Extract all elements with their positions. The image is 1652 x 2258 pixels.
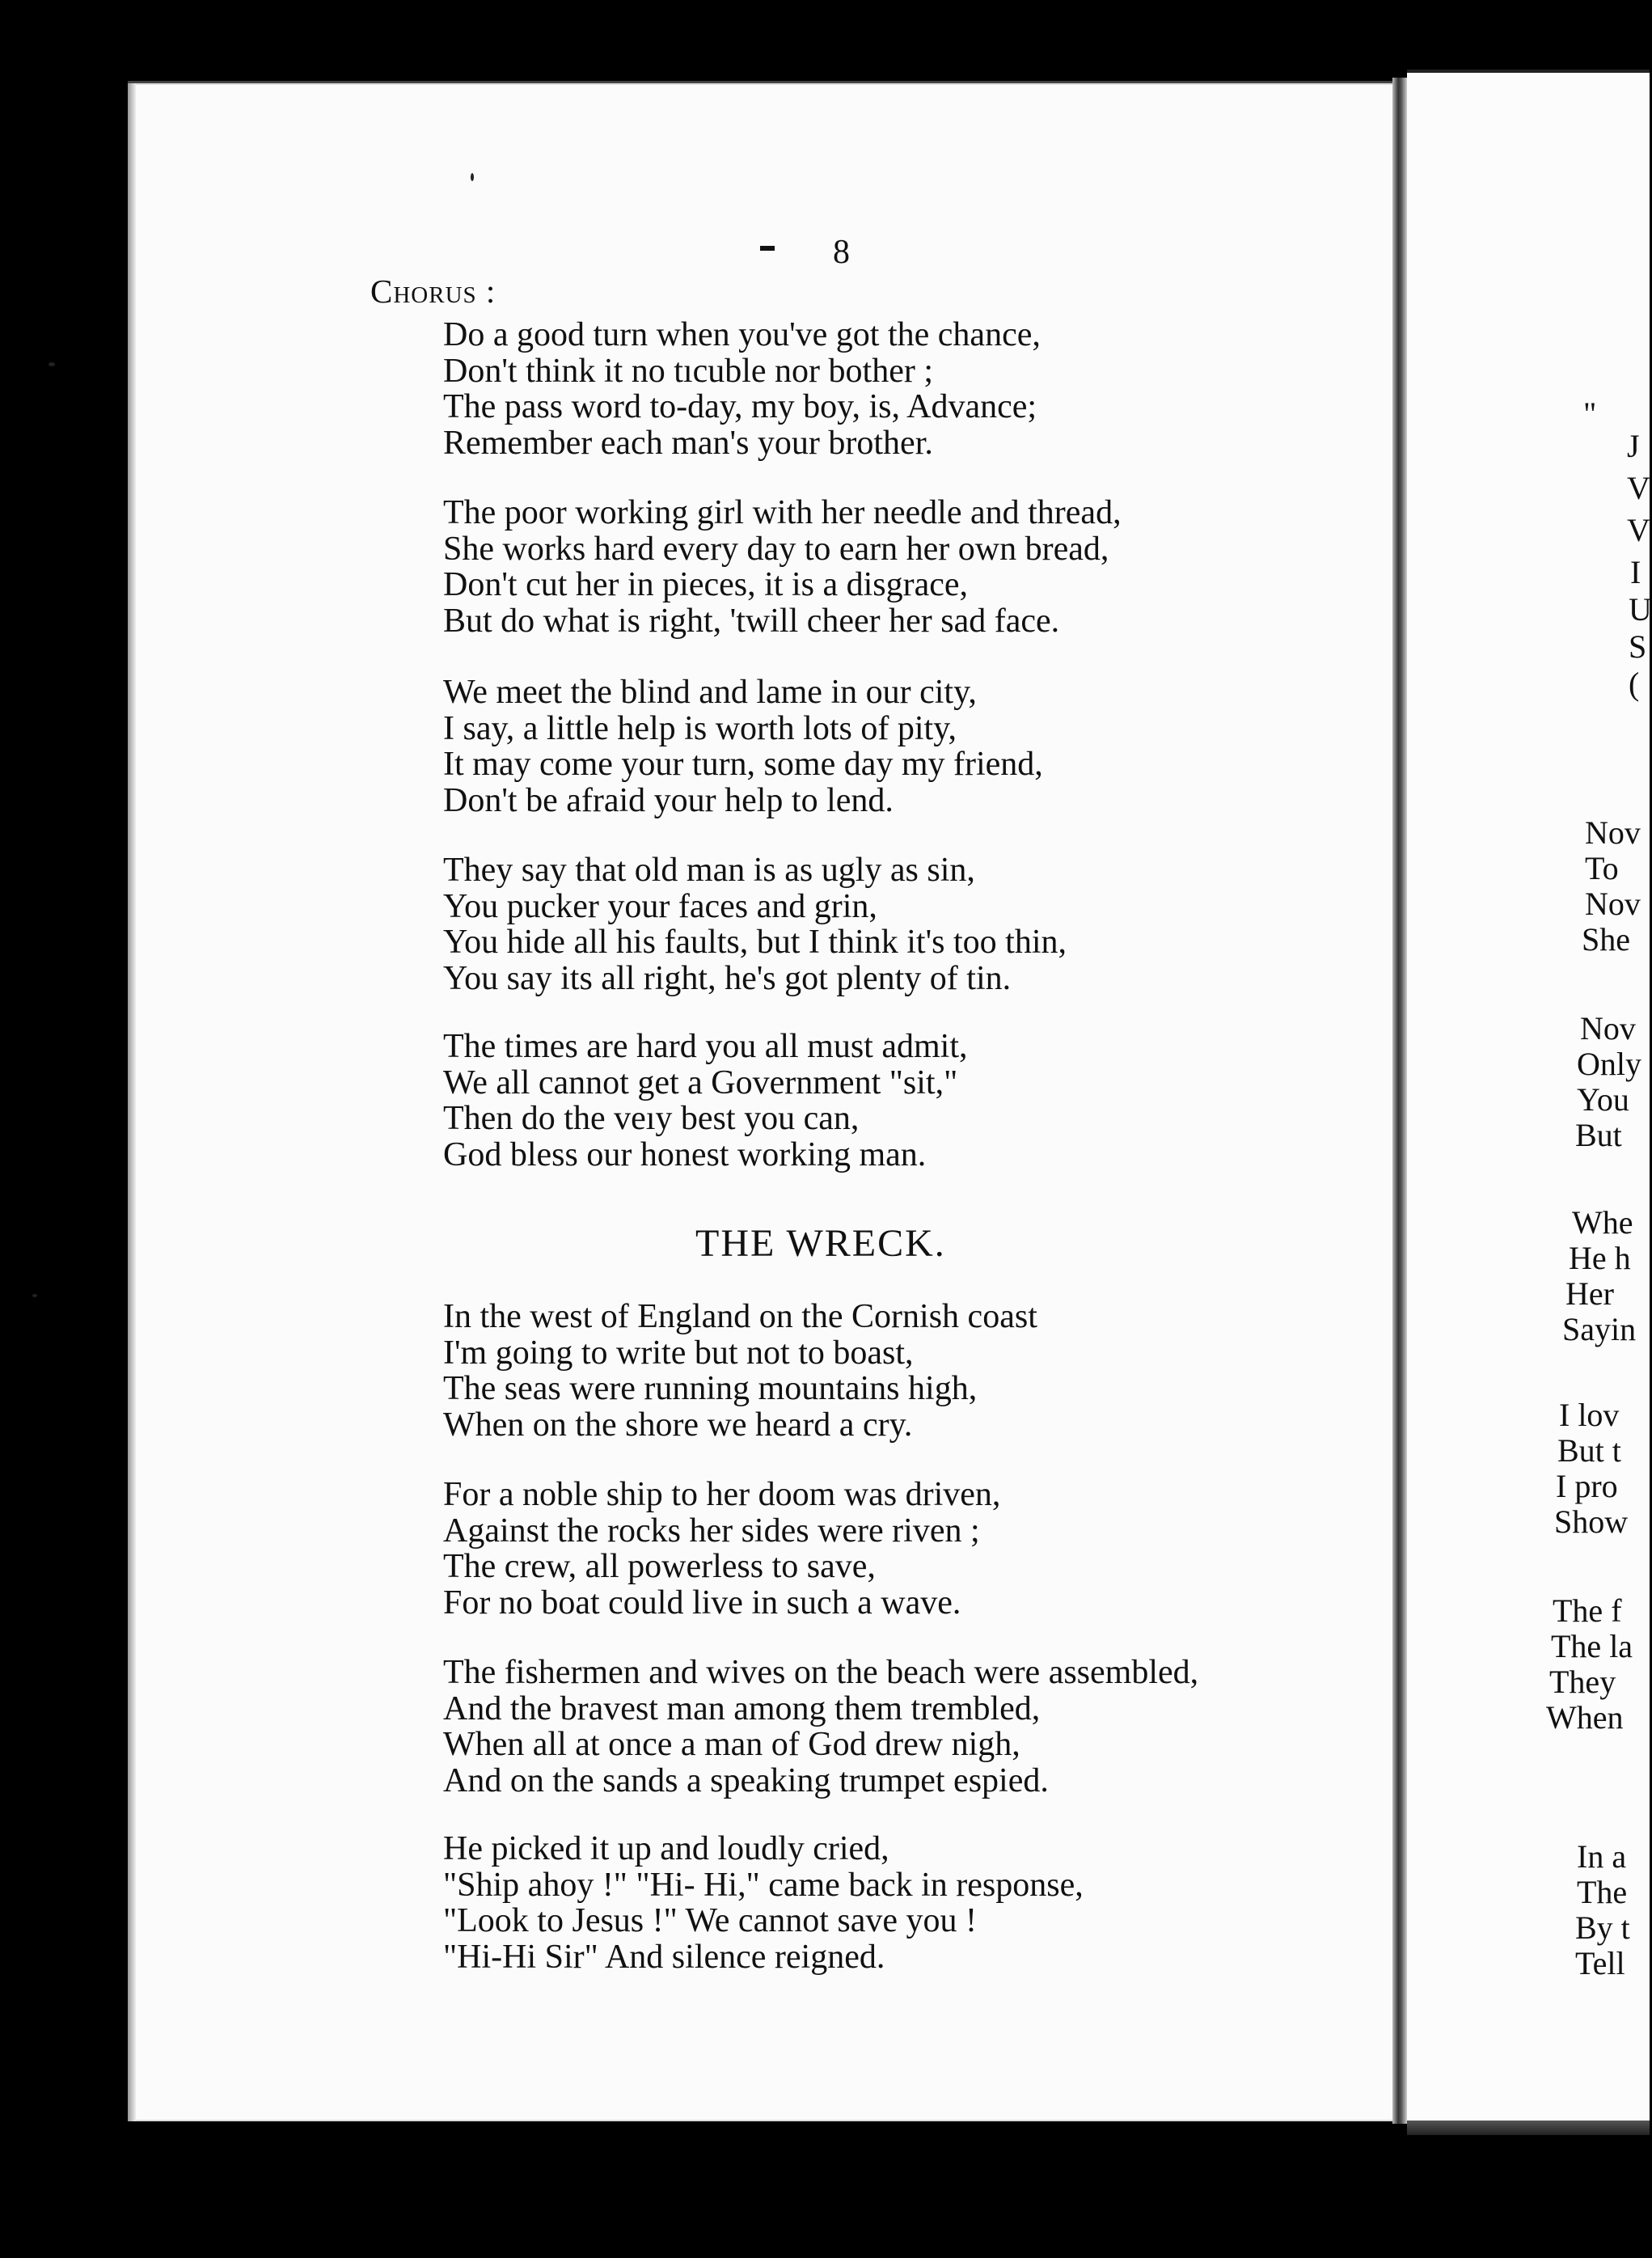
- right-page-fragment: S: [1629, 628, 1647, 665]
- verse-line: In the west of England on the Cornish coast: [443, 1298, 1037, 1335]
- right-page-fragment: The f: [1553, 1592, 1622, 1629]
- verse-line: Do a good turn when you've got the chance,: [443, 316, 1041, 353]
- right-page-fragment: Tell: [1575, 1945, 1625, 1981]
- verse-line: The crew, all powerless to save,: [443, 1548, 876, 1585]
- verse-line: For a noble ship to her doom was driven,: [443, 1476, 1001, 1513]
- verse-line: She works hard every day to earn her own bread,: [443, 530, 1109, 568]
- verse-line: I say, a little help is worth lots of pity,: [443, 709, 957, 747]
- verse-line: They say that old man is as ugly as sin,: [443, 852, 975, 889]
- right-page-fragment: Sayin: [1562, 1311, 1637, 1347]
- right-page-fragment: The: [1577, 1874, 1628, 1910]
- verse-line: When on the shore we heard a cry.: [443, 1406, 913, 1444]
- right-page-fragment: J: [1627, 428, 1640, 464]
- right-page-fragment: V: [1627, 512, 1650, 548]
- verse-line: Then do the veıy best you can,: [443, 1100, 860, 1137]
- right-page-fragment: But t: [1557, 1432, 1621, 1469]
- right-page-fragment: (: [1629, 666, 1640, 702]
- right-page-fragment: When: [1546, 1699, 1624, 1736]
- verse-line: And the bravest man among them trembled,: [443, 1689, 1041, 1727]
- print-speck: [471, 173, 474, 181]
- verse-line: When all at once a man of God drew nigh,: [443, 1726, 1020, 1763]
- right-page-fragment: They: [1549, 1664, 1616, 1700]
- right-page-fragment: In a: [1577, 1838, 1627, 1875]
- verse-line: You say its all right, he's got plenty of tin.: [443, 959, 1012, 997]
- verse-line: Remember each man's your brother.: [443, 424, 933, 462]
- right-page-fragment: I pro: [1556, 1468, 1618, 1504]
- verse-line: He picked it up and loudly cried,: [443, 1830, 889, 1867]
- verse-line: Don't cut her in pieces, it is a disgrace,: [443, 566, 969, 603]
- right-page-fragment: You: [1577, 1081, 1629, 1118]
- verse-line: The seas were running mountains high,: [443, 1370, 978, 1407]
- right-page-fragment: Nov: [1585, 814, 1641, 851]
- verse-line: Against the rocks her sides were riven ;: [443, 1512, 980, 1550]
- verse-line: Don't be afraid your help to lend.: [443, 781, 894, 819]
- print-speck: [32, 1294, 37, 1297]
- verse-line: We meet the blind and lame in our city,: [443, 674, 977, 711]
- verse-line: And on the sands a speaking trumpet espied.: [443, 1761, 1049, 1799]
- verse-line: Don't think it no tıcuble nor bother ;: [443, 352, 933, 390]
- right-page-fragment: ": [1583, 395, 1597, 432]
- right-page-fragment: Nov: [1580, 1010, 1636, 1047]
- chorus-label: Chorus :: [370, 273, 496, 310]
- verse-line: The fishermen and wives on the beach were assembled,: [443, 1654, 1199, 1691]
- right-page-fragment: He h: [1569, 1240, 1631, 1276]
- right-page-fragment: She: [1582, 921, 1630, 958]
- right-page-fragment: U: [1629, 591, 1652, 628]
- verse-line: I'm going to write but not to boast,: [443, 1334, 914, 1372]
- print-speck: [49, 362, 55, 366]
- right-page-fragment: By t: [1575, 1909, 1630, 1946]
- verse-line: God bless our honest working man.: [443, 1135, 927, 1173]
- verse-line: You hide all his faults, but I think it's too thin,: [443, 924, 1067, 961]
- right-page-fragment: V: [1627, 470, 1650, 506]
- right-page-fragment: Nov: [1585, 886, 1641, 922]
- right-page-fragment: Only: [1577, 1046, 1641, 1082]
- right-page-fragment: I lov: [1559, 1397, 1620, 1433]
- verse-line: "Ship ahoy !" "Hi- Hi," came back in response,: [443, 1866, 1084, 1904]
- verse-line: We all cannot get a Government "sit,": [443, 1063, 958, 1102]
- verse-line: It may come your turn, some day my friend,: [443, 746, 1043, 783]
- page-number: 8: [833, 234, 850, 271]
- verse-line: For no boat could live in such a wave.: [443, 1584, 961, 1622]
- verse-line: The pass word to-day, my boy, is, Advance;: [443, 388, 1037, 425]
- verse-line: The times are hard you all must admit,: [443, 1028, 968, 1065]
- right-page-fragment: I: [1630, 554, 1641, 590]
- right-page-fragment: The la: [1551, 1628, 1633, 1664]
- song-title: THE WRECK.: [695, 1222, 946, 1265]
- right-page-fragment: To: [1585, 850, 1619, 886]
- verse-line: The poor working girl with her needle and thread,: [443, 494, 1122, 531]
- right-page-fragment: Whe: [1572, 1204, 1633, 1241]
- verse-line: "Hi-Hi Sir" And silence reigned.: [443, 1938, 885, 1976]
- right-page-fragment: But: [1575, 1117, 1622, 1153]
- right-page-fragment: Her: [1565, 1275, 1614, 1312]
- verse-line: "Look to Jesus !" We cannot save you !: [443, 1902, 978, 1939]
- verse-line: You pucker your faces and grin,: [443, 887, 877, 925]
- verse-line: But do what is right, 'twill cheer her sad face.: [443, 602, 1060, 640]
- right-page-fragment: Show: [1554, 1503, 1629, 1540]
